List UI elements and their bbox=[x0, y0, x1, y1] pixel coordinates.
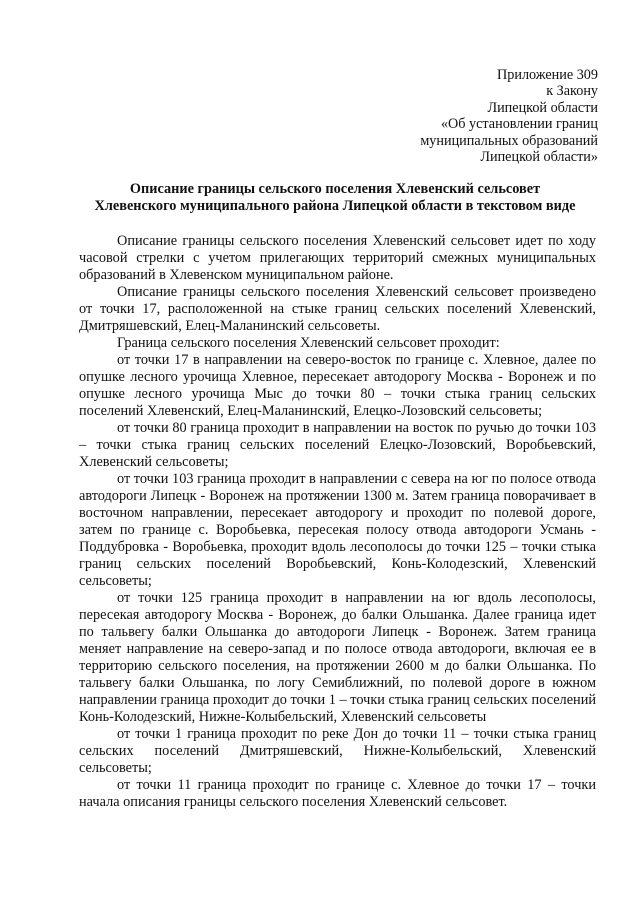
paragraph: от точки 17 в направлении на северо-восток по границе с. Хлевное, далее по опушке лесного урочища Хлевное, пересекает автодорогу Москва - Воронеж и по опушке лесного урочища Мыс до точки 80 – точки стыка границ сельских поселений Хлевенский, Елец-Маланинский, Елецко-Лозовский сельсоветы; bbox=[79, 352, 596, 419]
appendix-line: Липецкой области» bbox=[480, 149, 598, 166]
paragraph: Описание границы сельского поселения Хлевенский сельсовет произведено от точки 17, расположенной на стыке границ сельских поселений Хлевенский, Дмитряшевский, Елец-Маланинский сельсоветы. bbox=[79, 284, 596, 334]
paragraph: Описание границы сельского поселения Хлевенский сельсовет идет по ходу часовой стрелки с учетом прилегающих территорий смежных муниципальных образований в Хлевенском муниципальном районе. bbox=[79, 233, 596, 283]
appendix-line: «Об установлении границ bbox=[440, 116, 598, 133]
paragraph: от точки 80 граница проходит в направлении на восток по ручью до точки 103 – точки стыка границ сельских поселений Елецко-Лозовский, Воробьевский, Хлевенский сельсоветы; bbox=[79, 420, 596, 470]
paragraph: Граница сельского поселения Хлевенский сельсовет проходит: bbox=[117, 335, 500, 351]
appendix-header bbox=[338, 67, 598, 165]
appendix-line: к Закону bbox=[546, 83, 598, 100]
title-line: Описание границы сельского поселения Хлевенский сельсовет bbox=[129, 181, 541, 197]
document-body bbox=[79, 233, 596, 811]
paragraph: от точки 11 граница проходит по границе с. Хлевное до точки 17 – точки начала описания границы сельского поселения Хлевенский сельсовет. bbox=[79, 777, 596, 810]
paragraph: от точки 103 граница проходит в направлении с севера на юг по полосе отвода автодороги Липецк - Воронеж на протяжении 1300 м. Затем граница поворачивает в восточном направлении, пересекает автодорогу и проходит по полевой дороге, затем по границе с. Воробьевка, пересекая полосу отвода автодороги Усмань - Поддубровка - Воробьевка, проходит вдоль лесополосы до точки 125 – точки стыка границ сельских поселений Воробьевский, Конь-Колодезский, Хлевенский сельсоветы; bbox=[79, 471, 596, 589]
paragraph: от точки 125 граница проходит в направлении на юг вдоль лесополосы, пересекая автодорогу Москва - Воронеж, до балки Ольшанка. Далее граница идет по тальвегу балки Ольшанка до автодороги Липецк - Воронеж. Затем граница меняет направление на северо-запад и по полосе отвода автодороги, включая ее в территорию сельского поселения, на протяжении 2600 м до балки Ольшанка. По тальвегу балки Ольшанка, по логу Семиближний, по полевой дороге в южном направлении граница проходит до точки 1 – точки стыка границ сельских поселений Конь-Колодезский, Нижне-Колыбельский, Хлевенский сельсоветы bbox=[79, 590, 596, 725]
appendix-line: Липецкой области bbox=[487, 99, 598, 116]
title-line: Хлевенского муниципального района Липецкой области в текстовом виде bbox=[94, 198, 576, 214]
document-title bbox=[70, 181, 600, 215]
appendix-line: Приложение 309 bbox=[497, 67, 598, 83]
appendix-line: муниципальных образований bbox=[420, 132, 598, 149]
paragraph: от точки 1 граница проходит по реке Дон до точки 11 – точки стыка границ сельских поселений Дмитряшевский, Нижне-Колыбельский, Хлевенский сельсоветы; bbox=[79, 726, 596, 776]
